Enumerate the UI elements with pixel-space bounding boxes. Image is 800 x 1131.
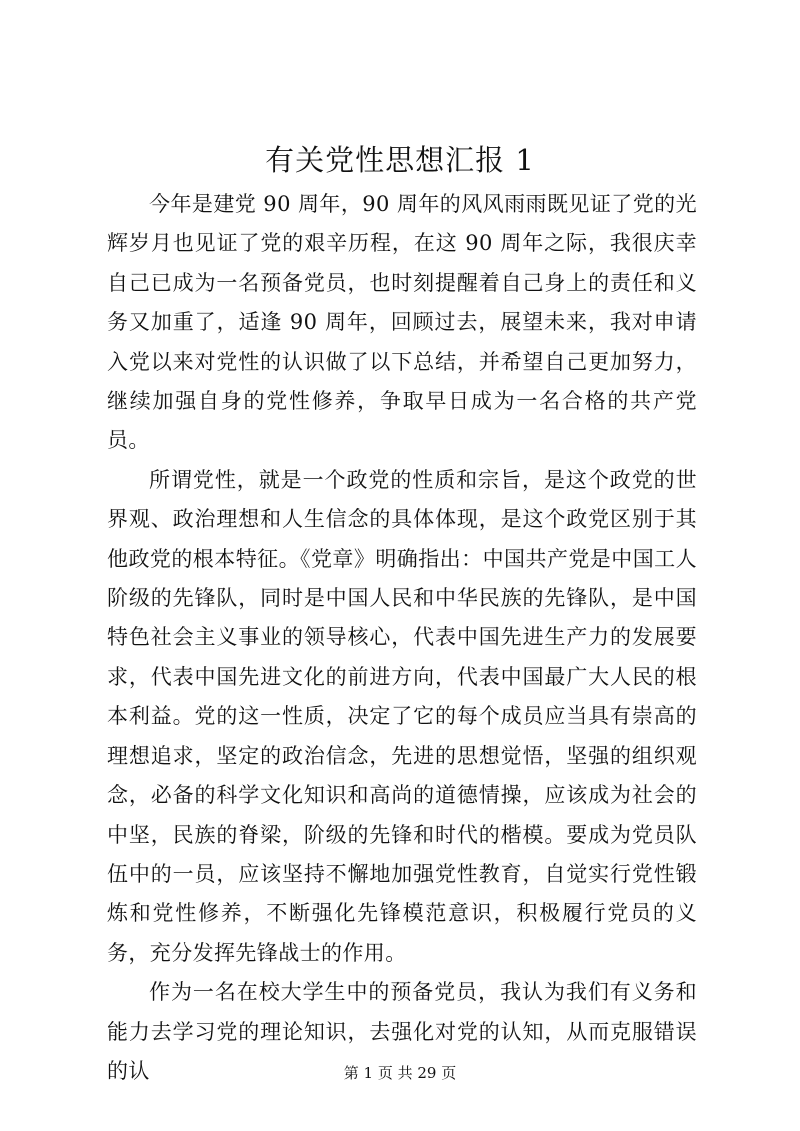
paragraph-2: 所谓党性，就是一个政党的性质和宗旨，是这个政党的世界观、政治理想和人生信念的具体体现，是这个政党区别于其他政党的根本特征。《党章》明确指出：中国共产党是中国工人阶级的先锋队，同时是中国人民和中华民族的先锋队，是中国特色社会主义事业的领导核心，代表中国先进生产力的发展要求，代表中国先进文化的前进方向，代表中国最广大人民的根本利益。党的这一性质，决定了它的每个成员应当具有崇高的理想追求，坚定的政治信念，先进的思想觉悟，坚强的组织观念，必备的科学文化知识和高尚的道德情操，应该成为社会的中坚，民族的脊梁，阶级的先锋和时代的楷模。要成为党员队伍中的一员，应该坚持不懈地加强党性教育，自觉实行党性锻炼和党性修养，不断强化先锋模范意识，积极履行党员的义务，充分发挥先锋战士的作用。 — [107, 467, 697, 965]
paragraph-3: 作为一名在校大学生中的预备党员，我认为我们有义务和能力去学习党的理论知识，去强化对党的认知，从而克服错误的认 — [107, 980, 697, 1083]
page-number-footer: 第 1 页 共 29 页 — [343, 1064, 457, 1082]
document-body — [107, 185, 697, 1091]
paragraph-1: 今年是建党 90 周年，90 周年的风风雨雨既见证了党的光辉岁月也见证了党的艰辛历程，在这 90 周年之际，我很庆幸自己已成为一名预备党员，也时刻提醒着自己身上的责任和义务又加重了，适逢 90 周年，回顾过去，展望未来，我对申请入党以来对党性的认识做了以下总结，并希望自己更加努力，继续加强自身的党性修养，争取早日成为一名合格的共产党员。 — [107, 192, 697, 453]
document-title: 有关党性思想汇报 1 — [265, 143, 535, 177]
